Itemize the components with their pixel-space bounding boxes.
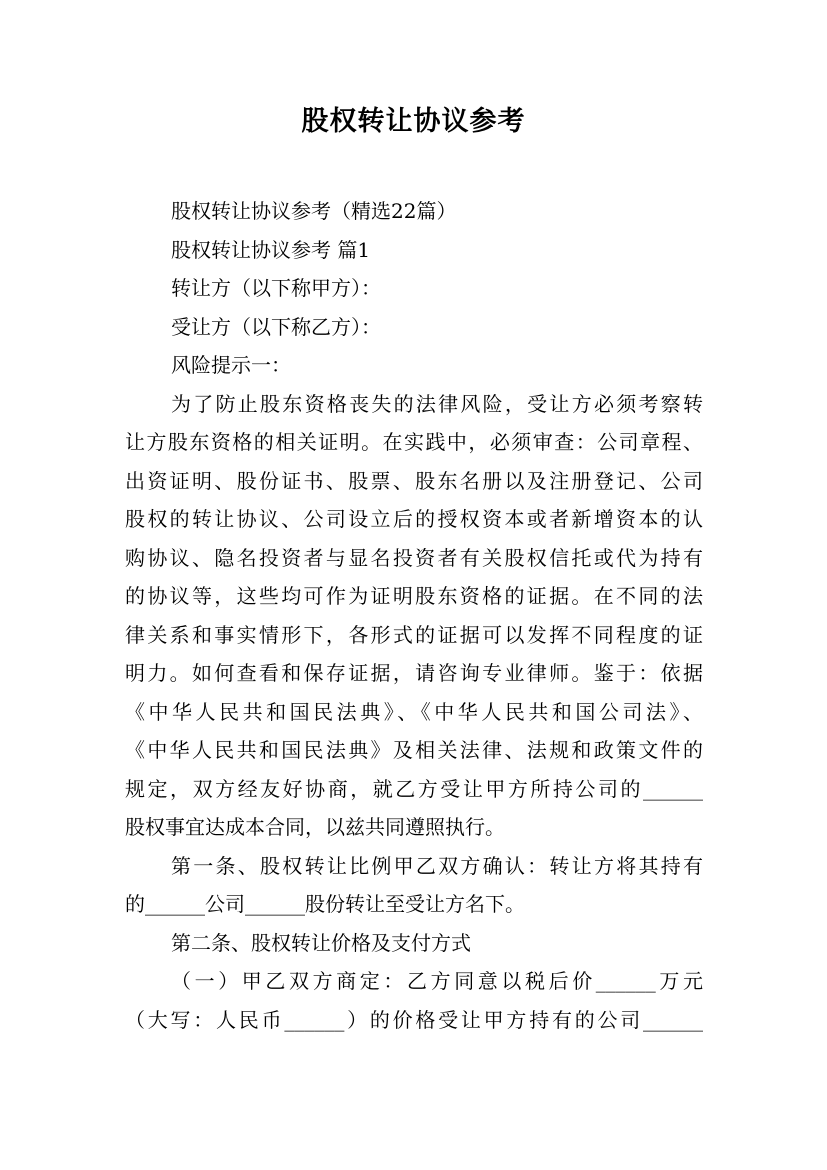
document-line: 股权的转让协议、公司设立后的授权资本或者新增资本的认 (125, 507, 703, 531)
document-line: （大写：人民币______）的价格受让甲方持有的公司______ (125, 1007, 703, 1032)
document-line: 股权事宜达成本合同，以兹共同遵照执行。 (125, 815, 505, 839)
document-line: 《中华人民共和国民法典》及相关法律、法规和政策文件的 (125, 738, 703, 762)
document-line: 的______公司______股份转让至受让方名下。 (125, 892, 525, 916)
document-line: 股权转让协议参考（精选22篇） (171, 199, 457, 223)
document-line: 《中华人民共和国民法典》、《中华人民共和国公司法》、 (125, 699, 703, 724)
document-line: 第二条、股权转让价格及支付方式 (171, 930, 471, 955)
document-line: 股权转让协议参考 篇1 (171, 237, 371, 262)
document-line: 购协议、隐名投资者与显名投资者有关股权信托或代为持有 (125, 545, 703, 570)
document-line: 受让方（以下称乙方）： (171, 314, 381, 339)
document-line: 让方股东资格的相关证明。在实践中，必须审查：公司章程、 (125, 430, 703, 454)
document-line: 规定，双方经友好协商，就乙方受让甲方所持公司的______ (125, 776, 703, 801)
document-line: 律关系和事实情形下，各形式的证据可以发挥不同程度的证 (125, 622, 703, 647)
document-title: 股权转让协议参考 (301, 106, 526, 137)
document-line: 出资证明、股份证书、股票、股东名册以及注册登记、公司 (125, 468, 703, 493)
document-body (125, 192, 703, 1039)
document-line: 明力。如何查看和保存证据，请咨询专业律师。鉴于：依据 (125, 661, 703, 685)
document-line: 转让方（以下称甲方）： (171, 276, 381, 300)
document-line: 风险提示一： (171, 353, 291, 377)
document-line: （一）甲乙双方商定：乙方同意以税后价______万元 (171, 969, 703, 993)
document-line: 为了防止股东资格丧失的法律风险，受让方必须考察转 (171, 391, 703, 416)
document-line: 的协议等，这些均可作为证明股东资格的证据。在不同的法 (125, 584, 703, 608)
document-line: 第一条、股权转让比例甲乙双方确认：转让方将其持有 (171, 853, 703, 878)
